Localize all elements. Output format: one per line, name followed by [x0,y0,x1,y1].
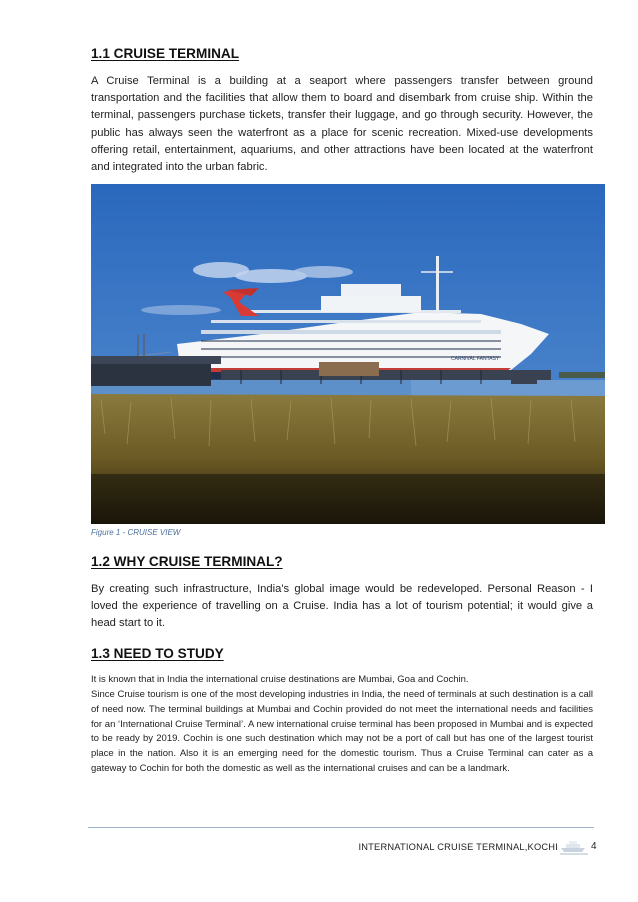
ship-name-text: CARNIVAL FANTASY [451,356,500,362]
footer-title: INTERNATIONAL CRUISE TERMINAL,KOCHI [358,842,558,852]
cruise-ship-photo [91,184,605,524]
page-number: 4 [591,841,597,852]
cruise-ship-illustration [91,184,605,524]
heading-need-to-study: 1.3 NEED TO STUDY [91,646,224,661]
paragraph-why-cruise-terminal: By creating such infrastructure, India's global image would be redeveloped. Personal Reason - I loved the experience of travelling on a Cruise. India has a lot of tourism potential; it would give a head start to it. [91,583,593,630]
paragraph-need-to-study: Since Cruise tourism is one of the most developing industries in India, the need of terminals at such destination is a call of need now. The terminal buildings at Mumbai and Cochin provided do not meet the international needs and facilities for an ‘International Cruise Terminal’. A new international cruise terminal has been proposed in Mumbai and is expected to be ready by 2019. Cochin is one such destination which may not be a port of call but has one of the largest tourist place in the nation. Also it is an emerging need for the domestic tourism. Thus a Cruise Terminal can cater as a gateway to Cochin for both the domestic as well as the international cruises and can be a landmark. [91,689,593,774]
paragraph-cruise-terminal: A Cruise Terminal is a building at a seaport where passengers transfer between ground transportation and the facilities that allow them to board and disembark from cruise ship. Within the terminal, passengers purchase tickets, transfer their luggage, and go through security. However, the public has always seen the waterfront as a place for scenic recreation. Mixed-use developments offering retail, entertainment, aquariums, and other attractions have been located at the waterfront and integrated into the urban fabric. [91,75,593,174]
footer-divider [88,827,594,828]
heading-why-cruise-terminal: 1.2 WHY CRUISE TERMINAL? [91,554,283,569]
heading-cruise-terminal: 1.1 CRUISE TERMINAL [91,46,240,61]
figure-caption: Figure 1 - CRUISE VIEW [91,528,181,537]
paragraph-need-to-study-intro: It is known that in India the international cruise destinations are Mumbai, Goa and Cochin. [91,674,469,685]
ship-logo-icon [559,836,589,856]
